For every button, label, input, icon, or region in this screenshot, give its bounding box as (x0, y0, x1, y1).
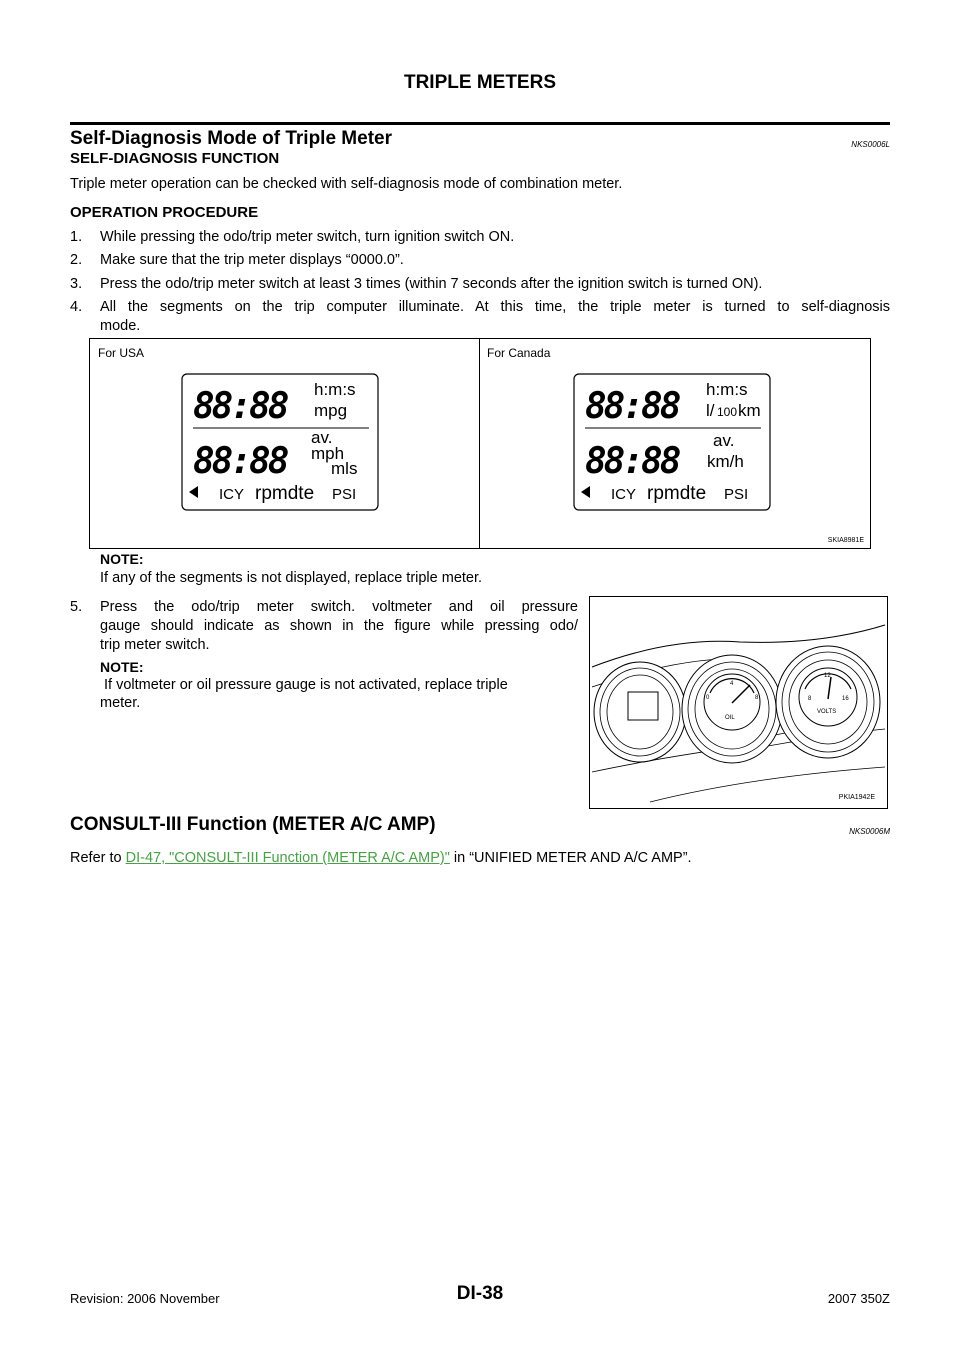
footer-revision: Revision: 2006 November (70, 1291, 220, 1306)
note-label-2: NOTE: (100, 659, 144, 675)
canada-unit-100: 100 (717, 405, 738, 419)
usa-unit-hms: h:m:s (314, 380, 356, 399)
canada-rpmdte: rpmdte (647, 483, 707, 504)
usa-unit-av: av. (311, 428, 333, 447)
section-code: NKS0006L (851, 140, 890, 149)
label-for-canada: For Canada (487, 346, 551, 360)
label-for-usa: For USA (98, 346, 145, 360)
oil-tick-4: 4 (730, 681, 734, 687)
canada-top-digits: 88:88 (585, 386, 679, 427)
oil-label: OIL (725, 715, 735, 721)
usa-top-digits: 88:88 (193, 386, 287, 427)
canada-unit-l: l/ (706, 401, 715, 420)
note-text-2-line2: meter. (100, 695, 141, 711)
footer-model: 2007 350Z (827, 1291, 890, 1306)
canada-unit-km: km (738, 401, 761, 420)
volts-label: VOLTS (817, 709, 837, 715)
usa-unit-mls: mls (331, 459, 358, 478)
note-text-1: If any of the segments is not displayed, replace triple meter. (100, 570, 483, 586)
section-title-consult: CONSULT-III Function (METER A/C AMP) (70, 814, 436, 835)
step-5: 5. Press the odo/trip meter switch. voltmeter and oil pressure gauge should indicate as shown in the figure while pressing odo/ trip meter switch. (70, 599, 578, 653)
usa-unit-mpg: mpg (314, 401, 348, 420)
usa-rpmdte: rpmdte (255, 483, 315, 504)
canada-unit-kmh: km/h (707, 452, 744, 471)
section2-code: NKS0006M (849, 827, 890, 836)
step-4: 4. All the segments on the trip computer illuminate. At this time, the triple meter is turned to self-diagnosis mode. (70, 299, 890, 334)
header-rule (70, 122, 890, 125)
subheading-self-diagnosis-function: SELF-DIAGNOSIS FUNCTION (70, 150, 280, 167)
figure-gauges (589, 596, 888, 809)
volts-tick-8: 8 (808, 696, 812, 702)
volts-tick-12: 12 (824, 673, 831, 679)
figure2-code: PKIA1942E (838, 794, 875, 801)
page-header-title: TRIPLE METERS (403, 72, 556, 93)
footer-page-number: DI-38 (456, 1283, 504, 1304)
subheading-operation-procedure: OPERATION PROCEDURE (70, 204, 259, 221)
oil-tick-0: 0 (706, 695, 710, 701)
volts-tick-16: 16 (842, 696, 849, 702)
paragraph-self-diagnosis: Triple meter operation can be checked with self-diagnosis mode of combination meter. (70, 176, 623, 192)
usa-unit-mph: mph (311, 444, 345, 463)
canada-psi: PSI (724, 486, 749, 503)
usa-icy: ICY (219, 486, 245, 503)
canada-unit-hms: h:m:s (706, 380, 748, 399)
oil-tick-8: 8 (755, 695, 759, 701)
note-label-1: NOTE: (100, 551, 144, 567)
canada-mid-digits: 88:88 (585, 441, 679, 482)
figure-code: SKIA8981E (827, 537, 864, 544)
gauge-illustration (590, 597, 887, 808)
canada-icy: ICY (611, 486, 637, 503)
figure-segment-display (89, 338, 871, 549)
usa-mid-digits: 88:88 (193, 441, 287, 482)
canada-display-panel (573, 373, 771, 511)
consult-paragraph: Refer to DI-47, "CONSULT-III Function (METER A/C AMP)" in “UNIFIED METER AND A/C AMP”. (70, 850, 692, 866)
note-text-2-line1: If voltmeter or oil pressure gauge is not activated, replace triple (104, 677, 508, 693)
usa-display-panel (181, 373, 379, 511)
figure-divider (479, 339, 480, 548)
canada-unit-av: av. (713, 431, 735, 450)
link-di-47[interactable]: DI-47, "CONSULT-III Function (METER A/C AMP)" (125, 850, 450, 866)
usa-psi: PSI (332, 486, 357, 503)
section-title-self-diagnosis: Self-Diagnosis Mode of Triple Meter (70, 128, 392, 149)
